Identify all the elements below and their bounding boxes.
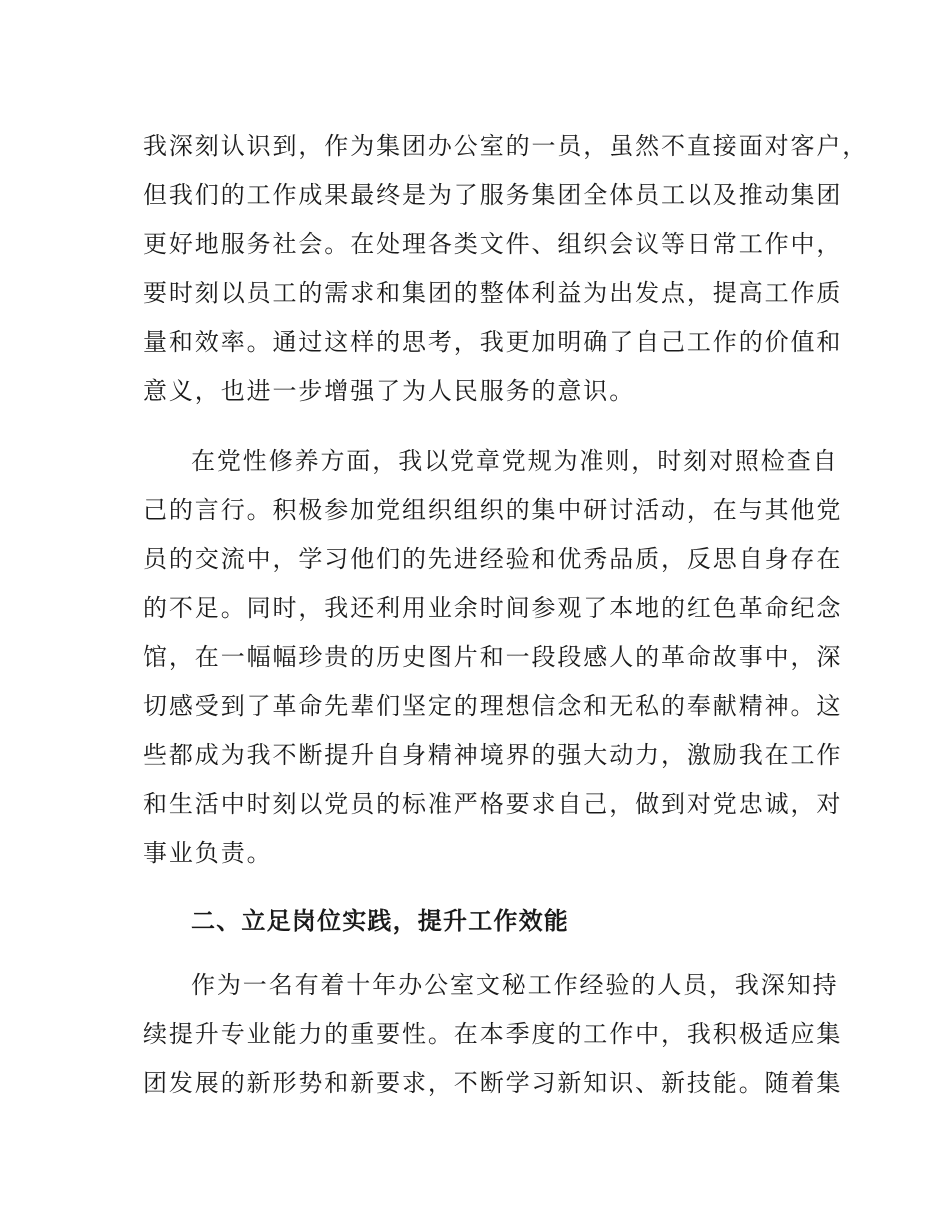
paragraph-2-line-3: 员的交流中，学习他们的先进经验和优秀品质，反思自身存在 [143, 545, 843, 573]
paragraph-2-line-8: 和生活中时刻以党员的标准严格要求自己，做到对党忠诚，对 [143, 790, 843, 818]
paragraph-2-line-9: 事业负责。 [143, 839, 273, 867]
paragraph-1-line-5: 量和效率。通过这样的思考，我更加明确了自己工作的价值和 [143, 328, 843, 356]
paragraph-3-line-2: 续提升专业能力的重要性。在本季度的工作中，我积极适应集 [143, 1020, 843, 1048]
paragraph-1-line-3: 更好地服务社会。在处理各类文件、组织会议等日常工作中， [143, 230, 843, 258]
paragraph-1-line-2: 但我们的工作成果最终是为了服务集团全体员工以及推动集团 [143, 181, 843, 209]
section-heading: 二、立足岗位实践，提升工作效能 [191, 907, 569, 935]
paragraph-3-line-3: 团发展的新形势和新要求，不断学习新知识、新技能。随着集 [143, 1069, 843, 1097]
paragraph-1-line-1: 我深刻认识到，作为集团办公室的一员，虽然不直接面对客户， [143, 132, 869, 160]
paragraph-2-line-7: 些都成为我不断提升自身精神境界的强大动力，激励我在工作 [143, 741, 843, 769]
paragraph-2-line-5: 馆，在一幅幅珍贵的历史图片和一段段感人的革命故事中，深 [143, 643, 843, 671]
paragraph-2-line-6: 切感受到了革命先辈们坚定的理想信念和无私的奉献精神。这 [143, 692, 843, 720]
paragraph-2-line-4: 的不足。同时，我还利用业余时间参观了本地的红色革命纪念 [143, 594, 843, 622]
paragraph-2-line-2: 己的言行。积极参加党组织组织的集中研讨活动，在与其他党 [143, 496, 843, 524]
paragraph-1-line-6: 意义，也进一步增强了为人民服务的意识。 [143, 377, 636, 405]
paragraph-2-line-1: 在党性修养方面，我以党章党规为准则，时刻对照检查自 [191, 447, 839, 475]
paragraph-3-line-1: 作为一名有着十年办公室文秘工作经验的人员，我深知持 [191, 971, 839, 999]
paragraph-1-line-4: 要时刻以员工的需求和集团的整体利益为出发点，提高工作质 [143, 279, 843, 307]
